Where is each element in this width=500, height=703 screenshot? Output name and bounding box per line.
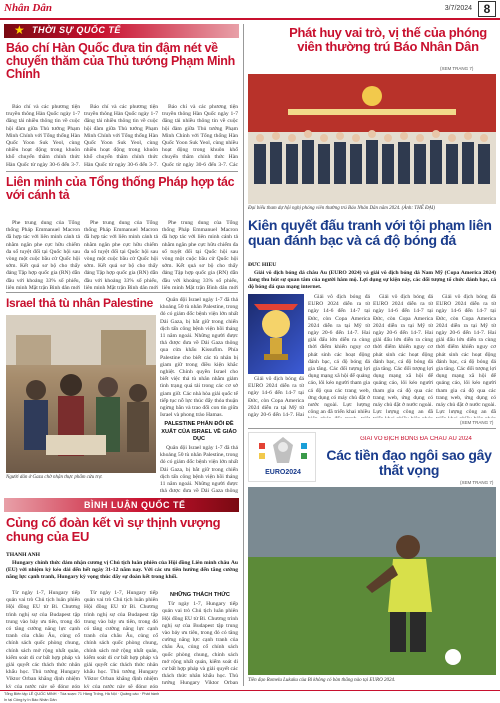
masthead — [0, 0, 500, 20]
lukaku-photo — [248, 487, 496, 675]
comment-banner — [4, 498, 239, 512]
page-number: 8 — [478, 1, 496, 17]
gambling-lead: Giải vô địch bóng đá châu Âu (EURO 2024) và giải vô địch bóng đá Nam Mỹ (Copa America 2024) đang thu hút sự quan tâm của người hâm mộ. Lợi dụng sự kiện này, các đối tượng tổ chức đánh bạc, cá độ bóng đá qua mạng internet. — [248, 270, 496, 291]
group-photo-caption: Đại biểu tham dự hội nghị phóng viên thường trú Báo Nhân Dân năm 2024. (Ảnh: THẾ ĐẠI) — [248, 206, 435, 211]
gambling-headline: Kiên quyết đấu tranh với tội phạm liên quan đánh bạc và cá độ bóng đá — [248, 217, 492, 248]
euro-headline: Các tiền đạo ngôi sao gây thất vọng — [326, 447, 492, 478]
euro-kicker: GIẢI VÔ ĐỊCH BÓNG ĐÁ CHÂU ÂU 2024 — [360, 436, 472, 442]
comment-body-col1: Từ ngày 1-7, Hungary tiếp quản vai trò Chủ tịch luân phiên Hội đồng EU từ Bỉ. Chương trình nghị sự của Budapest tập trung vào bảy ưu tiên, trong đó có tăng cường năng lực cạnh tranh của châu Âu, củng cố chính sách quốc phòng chung, chính sách mở rộng nhất quán, kiểm soát di cư bất hợp pháp và giải quyết các thách thức nhân khẩu học. Thủ tướng Hungary Viktor Orban khẳng định nhiệm kỳ của nước này sẽ đóng góp — [6, 590, 80, 688]
comment-section-title: BÌNH LUẬN QUỐC TẾ — [84, 500, 186, 510]
group-photo — [248, 74, 496, 204]
gaza-photo — [6, 315, 156, 473]
section-banner — [4, 24, 239, 38]
korea-headline: Báo chí Hàn Quốc đưa tin đậm nét về chuyến thăm của Thủ tướng Phạm Minh Chính — [6, 41, 235, 82]
football-player-illustration — [248, 487, 496, 675]
divider — [6, 171, 238, 172]
divider — [248, 428, 496, 429]
star-icon: ★ — [14, 23, 25, 37]
gambling-body-col1: Giải vô địch bóng đá EURO 2024 diễn ra từ ngày 14-6 đến 14-7 tại Đức, còn Copa America 2024 diễn ra tại Mỹ từ ngày 20-6 đến 14-7. Hai giải đấu lớn diễn ra cùng thời điểm khiến nguy cơ phát sinh các hoạt động đánh bạc, cá độ bóng đá gia tăng. Các đối tượng lợi dụng mạng xã hội để quảng cáo, lôi kéo người tham gia cá độ qua các trang web, ứng dụng có máy chủ đặt ở nước ngoài. Lực lượng công an đã triển khai nhiều — [308, 294, 370, 416]
israel-subhead: PALESTINE PHẢN ĐỐI ĐỀ XUẤT CỦA ISRAEL VỀ GIÁO DỤC — [161, 421, 237, 442]
euro-see-page: (XEM TRANG 7) — [460, 480, 494, 485]
gambling-body-col2: Giải vô địch bóng đá EURO 2024 diễn ra từ ngày 14-6 đến 14-7 tại Đức, còn Copa America 2024 diễn ra tại Mỹ từ ngày 20-6 đến 14-7. Hai giải đấu lớn diễn ra cùng thời điểm khiến nguy cơ phát sinh các hoạt động đánh bạc, cá độ bóng đá gia tăng. Các đối tượng lợi dụng mạng xã hội để quảng cáo, lôi kéo người tham gia cá độ qua các trang web, ứng dụng có máy chủ đặt ở nước ngoài. Lực lượng công an đã — [373, 294, 433, 416]
gaza-photo-caption: Người dân ở Gaza chờ nhận thực phẩm cứu trợ. — [6, 475, 103, 480]
plaque-headline: Phát huy vai trò, vị thế của phóng viên thường trú Báo Nhân Dân — [289, 25, 487, 54]
gambling-see-page: (XEM TRANG 7) — [460, 420, 494, 425]
euro-logo — [248, 432, 316, 482]
issue-date: 3/7/2024 — [444, 5, 472, 12]
gambling-body-col0: Giải vô địch bóng đá EURO 2024 diễn ra từ ngày 14-6 đến 14-7 tại Đức, còn Copa America 2024 diễn ra tại Mỹ từ ngày 20-6 đến 14-7. Hai — [248, 376, 304, 418]
france-body-col2: Phe trung dung của Tổng thống Pháp Emmanuel Macron đã hợp tác với liên minh cánh tả nhằm ngăn phe cực hữu chiếm đa số tuyệt đối tại Quốc hội sau vòng một cuộc bầu cử Quốc hội sớm. Kết quả sơ bộ cho thấy đảng Tập hợp quốc gia (RN) dẫn đầu với khoảng 33% số phiếu, liên minh Mặt trận Bình dân mới — [84, 220, 158, 290]
copa-america-image — [248, 294, 304, 374]
comment-subhead: NHỮNG THÁCH THỨC — [170, 592, 230, 598]
footer-line-2: In tại Công ty In Báo Nhân Dân — [4, 697, 57, 702]
korea-body-col3: Báo chí và các phương tiện truyền thông Hàn Quốc ngày 1-7 đăng tải nhiều thông tin về cuộc hội đàm giữa Thủ tướng Phạm Minh Chính với Tổng thống Hàn Quốc Yoon Suk Yeol, cùng nhiều hoạt động trong khuôn khổ chuyến thăm chính thức Hàn Quốc từ ngày 30-6 đến 3-7. Các — [162, 104, 238, 168]
comment-body-col3: NHỮNG THÁCH THỨC Từ ngày 1-7, Hungary tiếp quản vai trò Chủ tịch luân phiên Hội đồng EU từ Bỉ. Chương trình nghị sự của Budapest tập trung vào bảy ưu tiên, trong đó có tăng cường năng lực cạnh tranh của châu Âu, củng cố chính sách quốc phòng chung, chính sách mở rộng nhất quán, kiểm soát di cư bất hợp pháp và giải quyết các thách thức nhân khẩu học. Thủ tướng Hungary Viktor Orban — [162, 592, 238, 687]
france-body-col1: Phe trung dung của Tổng thống Pháp Emmanuel Macron đã hợp tác với liên minh cánh tả nhằm ngăn phe cực hữu chiếm đa số tuyệt đối tại Quốc hội sau vòng một cuộc bầu cử Quốc hội sớm. Kết quả sơ bộ cho thấy đảng Tập hợp quốc gia (RN) dẫn đầu với khoảng 33% số phiếu, liên minh Mặt trận Bình dân mới — [6, 220, 80, 290]
gambling-byline: ĐỨC HIẾU — [248, 262, 277, 268]
comment-lead: Hungary chính thức đảm nhận cương vị Chủ tịch luân phiên của Hội đồng Liên minh châu Âu (EU) với nhiệm kỳ kéo dài đến hết ngày 31-12 năm nay. Với các ưu tiên hướng đến tăng cường năng lực cạnh tranh, Hungary kỳ vọng thúc đẩy sự đoàn kết trong khối. — [6, 560, 238, 581]
footer-line-1: Tổng Biên tập LÊ QUỐC MINH · Tòa soạn: 71 Hàng Trống, Hà Nội · Quảng cáo · Phát hành — [4, 692, 160, 696]
korea-body-col1: Báo chí và các phương tiện truyền thông Hàn Quốc ngày 1-7 đăng tải nhiều thông tin về cuộc hội đàm giữa Thủ tướng Phạm Minh Chính với Tổng thống Hàn Quốc Yoon Suk Yeol, cùng nhiều hoạt động trong khuôn khổ chuyến thăm chính thức Hàn Quốc từ ngày 30-6 đến 3-7. — [6, 104, 80, 168]
plaque-see-page: (XEM TRANG 7) — [440, 66, 474, 71]
israel-headline: Israel thả tù nhân Palestine — [6, 296, 153, 310]
column-divider — [243, 24, 244, 686]
footer — [0, 690, 500, 703]
lukaku-photo-caption: Tiền đạo Romelu Lukaku của Bỉ không có bàn thắng nào tại EURO 2024. — [248, 678, 396, 683]
comment-headline: Củng cố đoàn kết vì sự thịnh vượng chung của EU — [6, 515, 221, 544]
newspaper-logo: Nhân Dân — [4, 2, 52, 14]
korea-body-col2: Báo chí và các phương tiện truyền thông Hàn Quốc ngày 1-7 đăng tải nhiều thông tin về cuộc hội đàm giữa Thủ tướng Phạm Minh Chính với Tổng thống Hàn Quốc Yoon Suk Yeol, cùng nhiều hoạt động trong khuôn khổ chuyến thăm chính thức Hàn Quốc từ ngày 30-6 đến 3-7. — [84, 104, 158, 168]
trophy-icon — [248, 294, 304, 374]
france-headline: Liên minh của Tổng thống Pháp hợp tác với cánh tả — [6, 175, 235, 203]
section-title: THỜI SỰ QUỐC TẾ — [32, 25, 121, 35]
gaza-crowd-illustration — [6, 315, 156, 473]
group-photo-illustration — [248, 74, 496, 204]
israel-body: Quân đội Israel ngày 1-7 đã thả khoảng 50 tù nhân Palestine, trong đó có giám đốc bệnh viện lớn nhất Dải Gaza, bị bắt giữ trong chiến dịch tấn công bệnh viện hồi tháng 11 năm ngoái. Những người được thả được đưa về Dải Gaza thông qua cửa khẩu Kissufim. Phía Palestine cho biết các tù nhân bị giam giữ trong điều kiện khắc nghiệt. Chính quyền Israel cho biết việc thả tù nhân nhằm giảm tình trạng quá tải trong các cơ sở giam giữ. Các nhà hòa giải quốc tế tiếp tục nỗ lực thúc đẩy thỏa thuận ngừng bắn và trao đổi con tin giữa Israel và phong trào Hamas. PALESTINE PHẢN ĐỐI ĐỀ XUẤT CỦA ISRAEL VỀ GIÁO DỤC Quân đội Israel ngày 1-7 đã thả khoảng 50 tù nhân Palestine, trong đó có giám đốc bệnh viện lớn nhất Dải Gaza, bị bắt giữ trong chiến dịch tấn công bệnh viện hồi tháng 11 năm ngoái. Những người được thả được đưa về Dải Gaza thông — [160, 297, 238, 493]
comment-body-col2: Từ ngày 1-7, Hungary tiếp quản vai trò Chủ tịch luân phiên Hội đồng EU từ Bỉ. Chương trình nghị sự của Budapest tập trung vào bảy ưu tiên, trong đó có tăng cường năng lực cạnh tranh của châu Âu, củng cố chính sách quốc phòng chung, chính sách mở rộng nhất quán, kiểm soát di cư bất hợp pháp và giải quyết các thách thức nhân khẩu học. Thủ tướng Hungary Viktor Orban khẳng định nhiệm kỳ của nước này sẽ đóng góp — [84, 590, 158, 688]
gambling-body-col3: Giải vô địch bóng đá EURO 2024 diễn ra từ ngày 14-6 đến 14-7 tại Đức, còn Copa America 2024 diễn ra tại Mỹ từ ngày 20-6 đến 14-7. Hai giải đấu lớn diễn ra cùng thời điểm khiến nguy cơ phát sinh các hoạt động đánh bạc, cá độ bóng đá gia tăng. Các đối tượng lợi dụng mạng xã hội để quảng cáo, lôi kéo người tham gia cá độ qua các trang web, ứng dụng có máy chủ đặt ở nước ngoài. Lực lượng công an đã — [436, 294, 496, 416]
euro-logo-text: EURO2024 — [265, 469, 301, 476]
comment-byline: THANH ANH — [6, 552, 41, 558]
euro-trophy-icon — [249, 433, 316, 469]
divider — [6, 292, 238, 293]
france-body-col3: Phe trung dung của Tổng thống Pháp Emmanuel Macron đã hợp tác với liên minh cánh tả nhằm ngăn phe cực hữu chiếm đa số tuyệt đối tại Quốc hội sau vòng một cuộc bầu cử Quốc hội sớm. Kết quả sơ bộ cho thấy đảng Tập hợp quốc gia (RN) dẫn đầu với khoảng 33% số phiếu, liên minh Mặt trận Bình dân mới — [162, 220, 238, 290]
